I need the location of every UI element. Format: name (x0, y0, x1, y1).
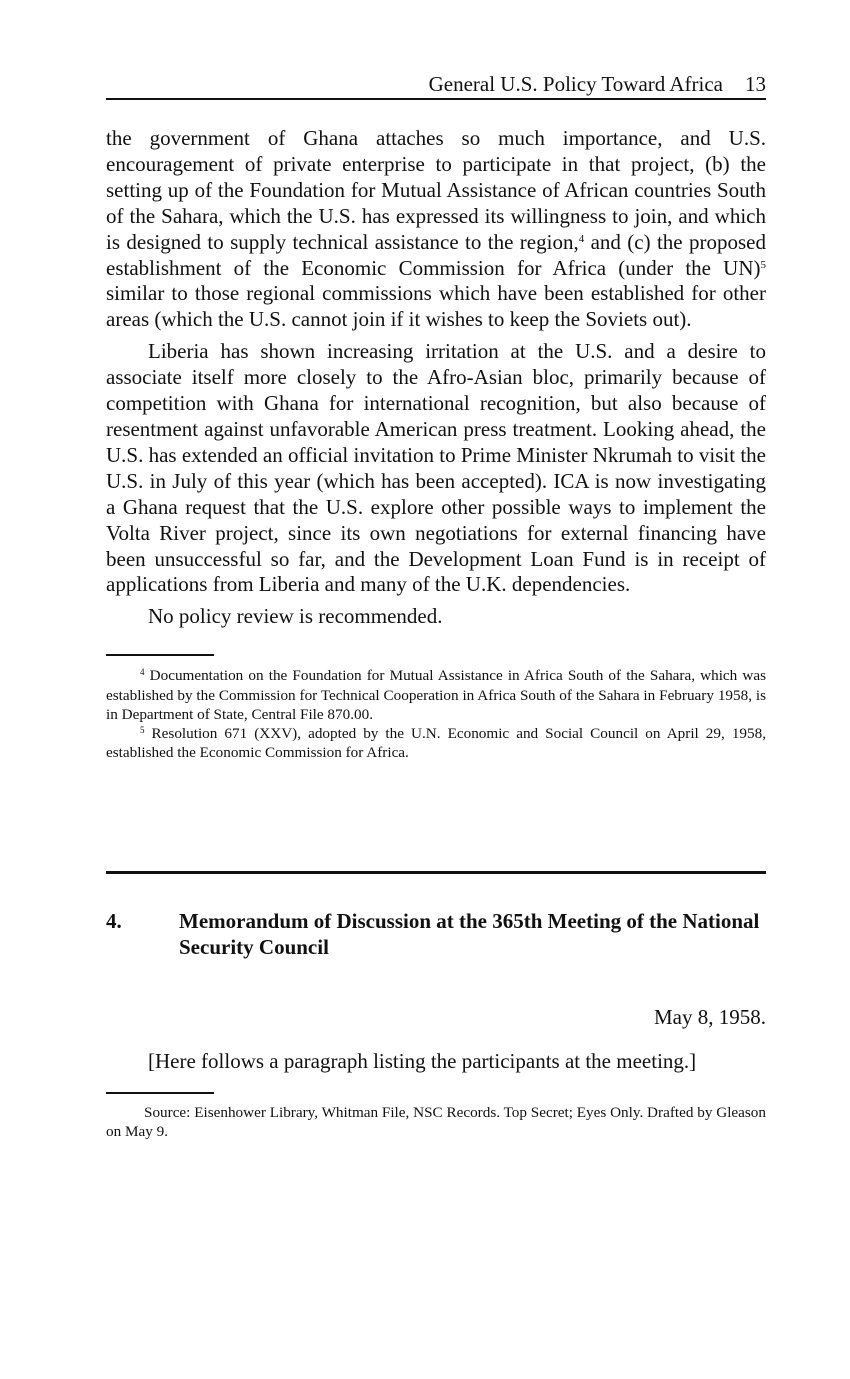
footnote-ref-4[interactable]: 4 (578, 232, 585, 245)
running-title: General U.S. Policy Toward Africa (428, 72, 723, 96)
footnote-divider (106, 654, 214, 656)
footnote-marker: 4 (140, 667, 145, 678)
footnote-marker: 5 (140, 725, 145, 736)
body-paragraph-3: No policy review is recommended. (148, 604, 443, 629)
document-title: Memorandum of Discussion at the 365th Meeting of the National Security Council (179, 908, 760, 959)
section-divider (106, 871, 766, 874)
footnote-4: $^4$ Documentation on the Foundation for Mutual Assistance in Africa South of the Sahara, which was established by the Commission for Technical Cooperation in Africa South of the Sahara in February 1958, is in Department of State, Central File 870.00. (106, 667, 767, 723)
footnote-ref-5[interactable]: 5 (760, 258, 766, 271)
page-number: 13 (745, 72, 766, 96)
source-divider (106, 1092, 214, 1094)
footnote-5: $^5$ Resolution 671 (XXV), adopted by the U.N. Economic and Social Council on April 29, 1958, established the Economic Commission for Africa. (106, 725, 766, 762)
body-paragraph-2: Liberia has shown increasing irritation at the U.S. and a desire to associate itself more closely to the Afro-Asian bloc, primarily because of competition with Ghana for international recognition, but also because of resentment against unfavorable American press treatment. Looking ahead, the U.S. has extended an official invitation to Prime Minister Nkrumah to visit the U.S. in July of this year (which has been accepted). ICA is now investigating a Ghana request that the U.S. explore other possible ways to implement the Volta River project, since its own negotiations for external financing have been unsuccessful so far, and the Development Loan Fund is in receipt of applications from Liberia and many of the U.K. dependencies. (106, 339, 766, 597)
editorial-note: [Here follows a paragraph listing the participants at the meeting.] (148, 1048, 697, 1073)
source-note: Source: Eisenhower Library, Whitman File, NSC Records. Top Secret; Eyes Only. Drafted by Gleason on May 9. (106, 1103, 766, 1140)
footnotes (106, 666, 766, 762)
document-date: May 8, 1958. (654, 1004, 766, 1029)
document-number: 4. (106, 908, 122, 933)
body-paragraph-1: the government of Ghana attaches so much importance, and U.S. encouragement of private enterprise to participate in that project, (b) the setting up of the Foundation for Mutual Assistance of African countries South of the Sahara, which the U.S. has expressed its willingness to join, and which is designed to supply technical assistance to the region,$^4$ and (c) the proposed establishment of the Economic Commission for Africa (under the UN)$^5$ similar to those regional commissions which have been established for other areas (which the U.S. cannot join if it wishes to keep the Soviets out). (106, 126, 766, 332)
document-page (106, 70, 766, 1141)
body-text (106, 126, 766, 630)
running-header (106, 70, 766, 100)
document-heading (106, 908, 766, 960)
